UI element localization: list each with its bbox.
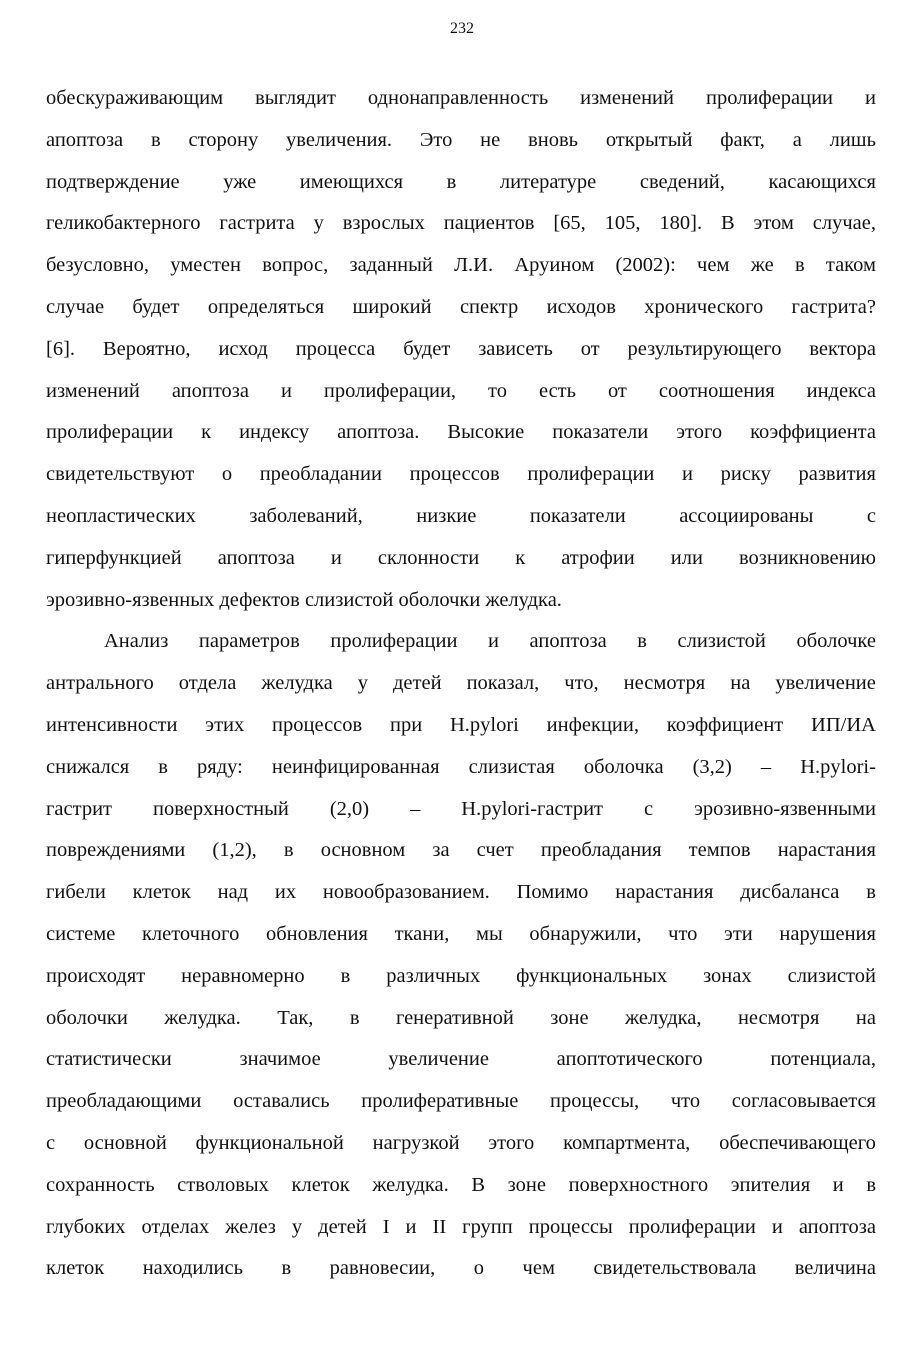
word: с [46, 1131, 56, 1154]
word: что, [564, 672, 599, 695]
word: Л.И. [454, 254, 494, 277]
word: зоне [550, 1006, 589, 1029]
word: желез [225, 1215, 276, 1238]
word: (1,2), [212, 839, 257, 862]
word: желудка. [164, 1006, 241, 1029]
text-line [46, 747, 876, 789]
word: факт, [720, 128, 765, 151]
word: этом [753, 212, 794, 235]
word: нарастания [615, 881, 714, 904]
word: гибели [46, 881, 106, 904]
word: низкие [416, 504, 477, 527]
word: вновь [528, 128, 578, 151]
word: и [280, 379, 292, 402]
word: обновления [265, 922, 368, 945]
word: определяться [207, 295, 325, 318]
text-line [46, 120, 876, 162]
word: в [150, 128, 161, 151]
word: не [480, 128, 501, 151]
text-line [46, 1207, 876, 1249]
word: о [473, 1257, 485, 1280]
word: пролиферативные [361, 1090, 519, 1113]
word: то [488, 379, 507, 402]
word: интенсивности [46, 713, 178, 736]
word: о [221, 463, 233, 486]
word: будет [132, 295, 180, 318]
word: в [794, 254, 805, 277]
word: свидетельствовала [593, 1257, 757, 1280]
word: поверхностный [152, 797, 289, 820]
word: гастрита [219, 212, 295, 235]
word: преобладании [259, 463, 382, 486]
word: нарастания [777, 839, 876, 862]
word: различных [386, 964, 481, 987]
word: уже [223, 170, 257, 193]
word: отделах [141, 1215, 210, 1238]
word: обеспечивающего [719, 1131, 876, 1154]
word: 180]. [659, 212, 703, 235]
word: апоптотического [556, 1048, 703, 1071]
word: эрозивно-язвенными [694, 797, 876, 820]
word: ткани, [394, 922, 450, 945]
text-line [46, 245, 876, 287]
word: зоне [507, 1173, 546, 1196]
word: имеющихся [299, 170, 404, 193]
word: над [217, 881, 249, 904]
word: в [637, 630, 647, 653]
word: у [357, 672, 368, 695]
word: Высокие [447, 421, 525, 444]
word: процессов [409, 463, 500, 486]
word: геликобактерного [46, 212, 201, 235]
text-line [46, 454, 876, 496]
word: процессов [272, 713, 363, 736]
word: случае, [812, 212, 876, 235]
word: индексу [239, 421, 310, 444]
word: случае [46, 295, 105, 318]
word: Помимо [516, 881, 589, 904]
body-text [46, 78, 876, 1290]
word: в [446, 170, 457, 193]
word: неинфицированная [271, 755, 440, 778]
word: нарушения [779, 922, 876, 945]
word: в [281, 1257, 292, 1280]
word: функциональной [195, 1131, 344, 1154]
word: слизистой [787, 964, 876, 987]
word: В [471, 1173, 486, 1196]
word: сведений, [639, 170, 725, 193]
word: нагрузкой [372, 1131, 460, 1154]
word: увеличения. [286, 128, 393, 151]
word: касающихся [768, 170, 876, 193]
text-line [46, 203, 876, 245]
text-line [46, 162, 876, 204]
word: у [313, 212, 324, 235]
text-line [46, 1039, 876, 1081]
word: коэффициент [666, 713, 784, 736]
word: преобладающими [46, 1090, 202, 1113]
word: на [730, 672, 751, 695]
word: – [410, 797, 421, 820]
word: II [432, 1215, 447, 1238]
word: функциональных [516, 964, 668, 987]
word: сохранность [46, 1173, 155, 1196]
text-line [46, 1248, 876, 1290]
word: поверхностного [568, 1173, 709, 1196]
word: оболочки [46, 1006, 128, 1029]
text-line [46, 705, 876, 747]
word: выглядит [255, 87, 336, 109]
word: открытый [605, 128, 693, 151]
word: показал, [466, 672, 540, 695]
word: и [832, 1173, 844, 1196]
word: параметров [198, 630, 300, 653]
word: компартмента, [563, 1131, 691, 1154]
word: Аруином [514, 254, 595, 277]
word: (2,0) [329, 797, 370, 820]
word: оставались [233, 1090, 330, 1113]
text-line [46, 663, 876, 705]
word: апоптоза. [337, 421, 420, 444]
word: и [771, 1215, 783, 1238]
word: глубоких [46, 1215, 126, 1238]
word: и [682, 463, 693, 486]
page-number: 232 [450, 20, 474, 37]
word: а [792, 128, 802, 151]
word: есть [538, 379, 576, 402]
word: темпов [688, 839, 751, 862]
word: этого [676, 421, 723, 444]
word: однонаправленность [367, 87, 549, 109]
word: антрального [46, 672, 154, 695]
word: пролиферации [705, 87, 834, 109]
word: клеток [132, 881, 191, 904]
word: процессы [528, 1215, 613, 1238]
word: основной [83, 1131, 167, 1154]
word: безусловно, [46, 254, 150, 277]
word: значимое [239, 1048, 321, 1071]
word: гастрита? [791, 295, 876, 318]
word: клеток [46, 1257, 105, 1280]
word: H.pylori [449, 713, 519, 736]
text-line [46, 789, 876, 831]
word: у [291, 1215, 303, 1238]
word: счет [476, 839, 514, 862]
text-line [46, 287, 876, 329]
word: заданный [349, 254, 433, 277]
word: равновесии, [329, 1257, 436, 1280]
word: чем [522, 1257, 555, 1280]
word: от [580, 337, 600, 360]
word: зонах [703, 964, 752, 987]
word: Вероятно, [102, 337, 191, 360]
word: апоптоза [46, 128, 124, 151]
text-line [46, 496, 876, 538]
word: Это [419, 128, 453, 151]
word: желудка [261, 672, 333, 695]
word: результирующего [627, 337, 782, 360]
word: зависеть [478, 337, 553, 360]
word: свидетельствуют [46, 463, 195, 486]
word: коэффициента [750, 421, 876, 444]
word: отдела [178, 672, 237, 695]
word: гастрит [46, 797, 112, 820]
word: с [643, 797, 654, 820]
word: литературе [499, 170, 597, 193]
word: групп [462, 1215, 513, 1238]
word: таком [825, 254, 876, 277]
word: снижался [46, 755, 130, 778]
word: апоптоза [529, 630, 607, 653]
word: несмотря [623, 672, 706, 695]
word: неравномерно [181, 964, 305, 987]
word: за [432, 839, 450, 862]
word: мы [475, 922, 503, 945]
word: к [201, 421, 212, 444]
word: широкий [352, 295, 432, 318]
word: в [866, 1173, 876, 1196]
word: спектр [459, 295, 519, 318]
word: ИП/ИА [811, 713, 876, 736]
word: желудка. [372, 1173, 449, 1196]
word: стволовых [177, 1173, 269, 1196]
word: оболочка [583, 755, 664, 778]
word: же [750, 254, 774, 277]
word: ряду: [197, 755, 243, 778]
text-line [46, 1123, 876, 1165]
word: лишь [829, 128, 876, 151]
word: слизистой [677, 630, 766, 653]
text-line [46, 830, 876, 872]
word: изменений [46, 379, 140, 402]
word: вектора [809, 337, 876, 360]
word: эти [724, 922, 753, 945]
word: и [865, 87, 876, 109]
word: клеток [291, 1173, 350, 1196]
word: пациентов [443, 212, 535, 235]
word: – [760, 755, 772, 778]
word: уместен [170, 254, 241, 277]
word: H.pylori-гастрит [461, 797, 604, 820]
word: Анализ [104, 630, 169, 653]
word: атрофии [561, 546, 635, 569]
word: к [515, 546, 526, 569]
word: изменений [580, 87, 674, 109]
word: вопрос, [262, 254, 329, 277]
word: преобладания [540, 839, 662, 862]
word: от [607, 379, 627, 402]
text-line [46, 78, 876, 120]
word: (3,2) [692, 755, 732, 778]
word: и [405, 1215, 417, 1238]
word: сторону [188, 128, 259, 151]
word: что [670, 1090, 701, 1113]
word: этого [488, 1131, 535, 1154]
word: 105, [604, 212, 641, 235]
text-line [46, 371, 876, 413]
word: в [866, 881, 876, 904]
word: основном [320, 839, 406, 862]
word: апоптоза [798, 1215, 876, 1238]
word: индекса [806, 379, 876, 402]
word: и [330, 546, 342, 569]
text-line [46, 329, 876, 371]
word: пролиферации [330, 630, 458, 653]
word: будет [403, 337, 451, 360]
text-line [46, 1165, 876, 1207]
word: H.pylori- [800, 755, 876, 778]
word: возникновению [738, 546, 876, 569]
word: повреждениями [46, 839, 186, 862]
word: что [668, 922, 698, 945]
word: увеличение [388, 1048, 489, 1071]
word: показатели [552, 421, 649, 444]
word: исход [218, 337, 268, 360]
word: исходов [546, 295, 616, 318]
word: клеточного [141, 922, 240, 945]
word: величина [794, 1257, 876, 1280]
word: детей [392, 672, 442, 695]
word: развития [798, 463, 876, 486]
word: пролиферации [628, 1215, 756, 1238]
word: риску [720, 463, 771, 486]
word: эпителия [730, 1173, 811, 1196]
text-line [46, 872, 876, 914]
word: этих [205, 713, 245, 736]
word: новообразованием. [322, 881, 490, 904]
text-line [46, 538, 876, 580]
word: склонности [377, 546, 480, 569]
word: хронического [644, 295, 764, 318]
word: пролиферации [527, 463, 655, 486]
word: в [340, 964, 351, 987]
word: ассоциированы [679, 504, 814, 527]
word: обескураживающим [46, 87, 224, 109]
word: несмотря [737, 1006, 820, 1029]
word: соотношения [658, 379, 775, 402]
text-line [46, 621, 876, 663]
word: системе [46, 922, 116, 945]
word: подтверждение [46, 170, 180, 193]
word: в [349, 1006, 360, 1029]
word: статистически [46, 1048, 172, 1071]
word: заболеваний, [249, 504, 363, 527]
word: процесса [295, 337, 376, 360]
word: увеличение [775, 672, 876, 695]
word: в [283, 839, 294, 862]
word: происходят [46, 964, 146, 987]
text-line: эрозивно-язвенных дефектов слизистой оболочки желудка. [46, 588, 562, 611]
word: гиперфункцией [46, 546, 182, 569]
word: с [866, 504, 876, 527]
word: I [382, 1215, 390, 1238]
word: согласовывается [731, 1090, 876, 1113]
word: [6]. [46, 337, 76, 360]
word: потенциала, [770, 1048, 876, 1071]
word: апоптоза [171, 379, 249, 402]
word: апоптоза [217, 546, 295, 569]
word: пролиферации [46, 421, 174, 444]
word: дисбаланса [740, 881, 840, 904]
text-line [46, 998, 876, 1040]
word: находились [142, 1257, 243, 1280]
word: взрослых [342, 212, 425, 235]
word: обнаружили, [529, 922, 642, 945]
word: и [487, 630, 499, 653]
text-line [46, 956, 876, 998]
word: инфекции, [546, 713, 639, 736]
word: чем [697, 254, 730, 277]
word: генеративной [395, 1006, 514, 1029]
word: слизистая [468, 755, 555, 778]
text-line [46, 914, 876, 956]
word: Так, [277, 1006, 314, 1029]
text-line [46, 1081, 876, 1123]
word: пролиферации, [323, 379, 457, 402]
word: показатели [529, 504, 626, 527]
word: неопластических [46, 504, 196, 527]
word: на [855, 1006, 876, 1029]
word: В [720, 212, 735, 235]
word: или [670, 546, 703, 569]
word: в [158, 755, 168, 778]
word: (2002): [615, 254, 676, 277]
word: желудка, [625, 1006, 702, 1029]
word: их [274, 881, 297, 904]
text-line [46, 412, 876, 454]
word: процессы, [550, 1090, 640, 1113]
word: детей [318, 1215, 367, 1238]
word: оболочке [796, 630, 876, 653]
word: [65, [553, 212, 586, 235]
word: при [390, 713, 423, 736]
